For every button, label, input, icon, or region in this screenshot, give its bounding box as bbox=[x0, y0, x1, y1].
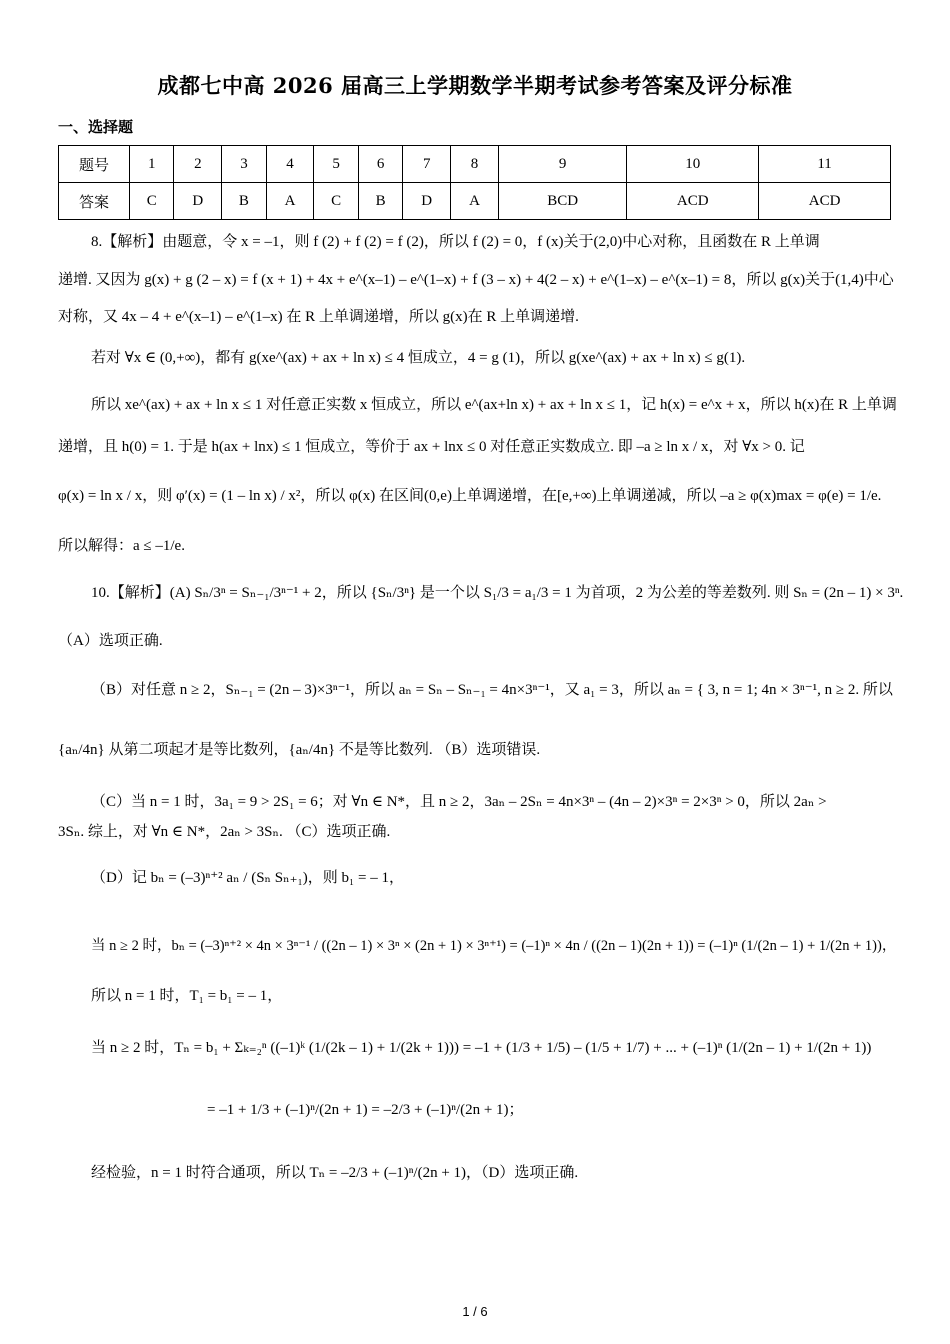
solution-line: （A）选项正确. bbox=[58, 633, 163, 649]
solution-line: （C）当 n = 1 时，3a₁ = 9 > 2S₁ = 6；对 ∀n ∈ N*，且 n ≥ 2，3aₙ – 2Sₙ = 4n×3ⁿ – (4n – 2)×3ⁿ = 2×3ⁿ > 0，所以 2aₙ > bbox=[91, 794, 827, 810]
table-cell: 答案 bbox=[59, 183, 130, 220]
solution-line: 所以 n = 1 时，T₁ = b₁ = – 1， bbox=[91, 988, 283, 1004]
table-cell: 10 bbox=[627, 146, 759, 183]
table-cell: 9 bbox=[498, 146, 626, 183]
table-cell: B bbox=[358, 183, 402, 220]
solution-line: 所以解得：a ≤ –1/e. bbox=[58, 538, 185, 554]
table-cell: A bbox=[266, 183, 314, 220]
solution-line: 当 n ≥ 2 时，bₙ = (–3)ⁿ⁺² × 4n × 3ⁿ⁻¹ / ((2n – 1) × 3ⁿ × (2n + 1) × 3ⁿ⁺¹) = (–1)ⁿ × 4n / ((2n – 1)(2n + 1)) = (–1)ⁿ (1/(2n – 1) + 1/(2n + 1))， bbox=[91, 938, 897, 954]
solution-line: （D）记 bₙ = (–3)ⁿ⁺² aₙ / (Sₙ Sₙ₊₁)，则 b₁ = – 1， bbox=[91, 870, 404, 886]
section-heading: 一、选择题 bbox=[58, 118, 134, 136]
table-cell: C bbox=[130, 183, 174, 220]
table-cell: 8 bbox=[451, 146, 499, 183]
solution-line: 3Sₙ. 综上，对 ∀n ∈ N*，2aₙ > 3Sₙ. （C）选项正确. bbox=[58, 824, 391, 840]
solution-line: φ(x) = ln x / x，则 φ′(x) = (1 – ln x) / x²，所以 φ(x) 在区间(0,e)上单调递增，在[e,+∞)上单调递减，所以 –a ≥ φ(x)max = φ(e) = 1/e. bbox=[58, 488, 882, 504]
table-cell: BCD bbox=[498, 183, 626, 220]
solution-line: 所以 xe^(ax) + ax + ln x ≤ 1 对任意正实数 x 恒成立，所以 e^(ax+ln x) + ax + ln x ≤ 1，记 h(x) = e^x + x，所以 h(x)在 R 上单调 bbox=[91, 397, 897, 413]
page-title: 成都七中高 2026 届高三上学期数学半期考试参考答案及评分标准 bbox=[157, 73, 793, 98]
table-cell: 11 bbox=[759, 146, 891, 183]
solution-line: （B）对任意 n ≥ 2，Sₙ₋₁ = (2n – 3)×3ⁿ⁻¹，所以 aₙ = Sₙ – Sₙ₋₁ = 4n×3ⁿ⁻¹，又 a₁ = 3，所以 aₙ = { 3, n = 1; 4n × 3ⁿ⁻¹, n ≥ 2. 所以 bbox=[91, 682, 893, 698]
solution-line: 递增，且 h(0) = 1. 于是 h(ax + lnx) ≤ 1 恒成立，等价于 ax + lnx ≤ 0 对任意正实数成立. 即 –a ≥ ln x / x，对 ∀x > 0. 记 bbox=[58, 439, 805, 455]
table-cell: 3 bbox=[222, 146, 266, 183]
table-cell: 1 bbox=[130, 146, 174, 183]
page-number: 1 / 6 bbox=[462, 1304, 488, 1319]
solution-line: 经检验，n = 1 时符合通项，所以 Tₙ = –2/3 + (–1)ⁿ/(2n + 1)，（D）选项正确. bbox=[91, 1165, 579, 1181]
table-cell: 7 bbox=[403, 146, 451, 183]
solution-line: 对称，又 4x – 4 + e^(x–1) – e^(1–x) 在 R 上单调递增，所以 g(x)在 R 上单调递增. bbox=[58, 309, 579, 325]
table-cell: 5 bbox=[314, 146, 358, 183]
table-cell: 题号 bbox=[59, 146, 130, 183]
table-cell: 2 bbox=[174, 146, 222, 183]
table-cell: D bbox=[403, 183, 451, 220]
table-cell: ACD bbox=[759, 183, 891, 220]
answer-table bbox=[58, 145, 891, 220]
table-cell: C bbox=[314, 183, 358, 220]
table-cell: 6 bbox=[358, 146, 402, 183]
solution-line: 当 n ≥ 2 时，Tₙ = b₁ + Σₖ₌₂ⁿ ((–1)ᵏ (1/(2k – 1) + 1/(2k + 1))) = –1 + (1/3 + 1/5) – (1/5 + 1/7) + ... + (–1)ⁿ (1/(2n – 1) + 1/(2n + 1)) bbox=[91, 1040, 872, 1056]
table-cell: 4 bbox=[266, 146, 314, 183]
table-cell: D bbox=[174, 183, 222, 220]
solution-line: 10.【解析】(A) Sₙ/3ⁿ = Sₙ₋₁/3ⁿ⁻¹ + 2，所以 {Sₙ/3ⁿ} 是一个以 S₁/3 = a₁/3 = 1 为首项，2 为公差的等差数列. 则 Sₙ = (2n – 1) × 3ⁿ. bbox=[91, 585, 904, 601]
table-cell: A bbox=[451, 183, 499, 220]
table-row bbox=[59, 146, 891, 183]
solution-line: 递增. 又因为 g(x) + g (2 – x) = f (x + 1) + 4x + e^(x–1) – e^(1–x) + f (3 – x) + 4(2 – x) + e^(1–x) – e^(x–1) = 8，所以 g(x)关于(1,4)中心 bbox=[58, 272, 894, 288]
solution-line: {aₙ/4n} 从第二项起才是等比数列，{aₙ/4n} 不是等比数列. （B）选项错误. bbox=[58, 742, 541, 758]
solution-line: = –1 + 1/3 + (–1)ⁿ/(2n + 1) = –2/3 + (–1)ⁿ/(2n + 1)； bbox=[207, 1102, 524, 1118]
solution-line: 若对 ∀x ∈ (0,+∞)，都有 g(xe^(ax) + ax + ln x) ≤ 4 恒成立，4 = g (1)，所以 g(xe^(ax) + ax + ln x) ≤ g(1). bbox=[91, 350, 746, 366]
table-cell: ACD bbox=[627, 183, 759, 220]
table-row bbox=[59, 183, 891, 220]
table-cell: B bbox=[222, 183, 266, 220]
solution-line: 8.【解析】由题意，令 x = –1，则 f (2) + f (2) = f (2)，所以 f (2) = 0，f (x)关于(2,0)中心对称，且函数在 R 上单调 bbox=[91, 234, 820, 250]
